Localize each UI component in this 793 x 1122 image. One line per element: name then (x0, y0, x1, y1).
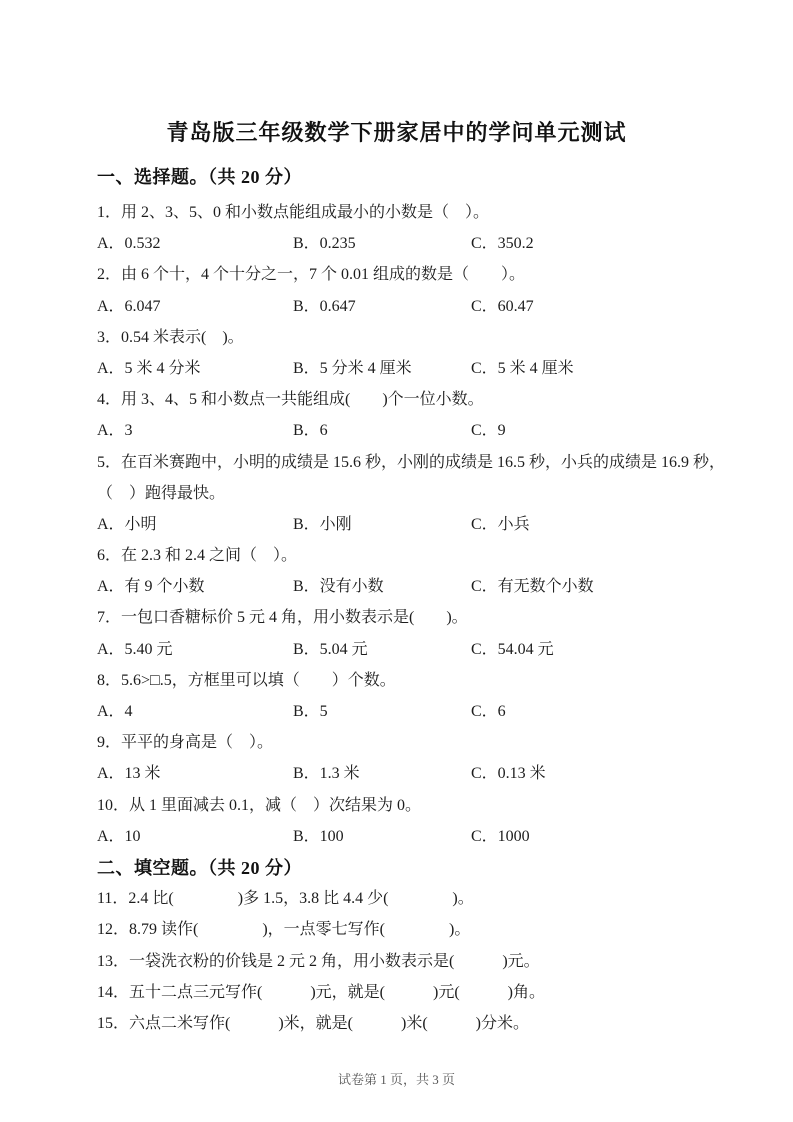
options-row (97, 823, 713, 854)
option-b: B．6 (293, 422, 328, 440)
option-b: B．0.647 (293, 297, 356, 315)
option-b: B．100 (293, 827, 344, 845)
option-c: C．350.2 (471, 235, 534, 253)
question-line: 14．五十二点三元写作( )元，就是( )元( )角。 (97, 983, 545, 1001)
option-c: C．9 (471, 422, 506, 440)
option-a: A．5 米 4 分米 (97, 359, 201, 377)
options-row (97, 417, 713, 448)
option-b: B．5.04 元 (293, 640, 368, 658)
options-row (97, 230, 713, 261)
sections (97, 163, 726, 1041)
option-b: B．没有小数 (293, 578, 384, 596)
option-c: C．5 米 4 厘米 (471, 359, 574, 377)
question-line: 3．0.54 米表示( )。 (97, 328, 244, 346)
option-c: C．0.13 米 (471, 765, 546, 783)
option-b: B．5 (293, 703, 328, 720)
question-line: 6．在 2.3 和 2.4 之间（ ）。 (97, 547, 298, 565)
question-line: 2．由 6 个十，4 个十分之一，7 个 0.01 组成的数是（ ）。 (97, 266, 526, 284)
option-a: A．6.047 (97, 297, 161, 315)
page-number-footer: 试卷第 1 页，共 3 页 (337, 1072, 455, 1087)
option-a: A．3 (97, 422, 133, 440)
question-line: 1．用 2、3、5、0 和小数点能组成最小的小数是（ ）。 (97, 204, 490, 221)
question-line: 15．六点二米写作( )米，就是( )米( )分米。 (97, 1014, 529, 1032)
options-row (97, 511, 713, 542)
option-b: B．0.235 (293, 235, 356, 253)
section-heading: 二、填空题。（共 20 分） (97, 857, 302, 878)
option-a: A．4 (97, 703, 133, 720)
question-line: 9．平平的身高是（ ）。 (97, 734, 274, 752)
options-row (97, 293, 713, 324)
question-line: （ ）跑得最快。 (97, 484, 226, 502)
option-a: A．5.40 元 (97, 640, 173, 658)
question-line: 13．一袋洗衣粉的价钱是 2 元 2 角，用小数表示是( )元。 (97, 952, 540, 970)
page-title: 青岛版三年级数学下册家居中的学问单元测试 (166, 120, 627, 145)
option-c: C．54.04 元 (471, 640, 554, 658)
question-line: 11．2.4 比( )多 1.5，3.8 比 4.4 少( )。 (97, 890, 474, 908)
options-row (97, 760, 713, 791)
option-b: B．1.3 米 (293, 765, 360, 783)
options-row (97, 573, 713, 604)
option-a: A．0.532 (97, 235, 161, 253)
options-row (97, 636, 713, 667)
question-line: 5．在百米赛跑中，小明的成绩是 15.6 秒，小刚的成绩是 16.5 秒，小兵的成绩是 16.9 秒， (97, 453, 726, 471)
option-a: A．小明 (97, 515, 157, 533)
section-heading: 一、选择题。（共 20 分） (97, 167, 302, 187)
question-line: 10．从 1 里面减去 0.1，减（ ）次结果为 0。 (97, 796, 422, 814)
option-c: C．6 (471, 703, 506, 720)
option-b: B．5 分米 4 厘米 (293, 359, 412, 377)
question-line: 12．8.79 读作( )，一点零七写作( )。 (97, 921, 471, 939)
option-c: C．小兵 (471, 515, 530, 533)
question-line: 8．5.6>□.5，方框里可以填（ ）个数。 (97, 671, 396, 689)
option-a: A．13 米 (97, 765, 161, 783)
option-a: A．有 9 个小数 (97, 578, 205, 596)
option-a: A．10 (97, 827, 141, 845)
option-c: C．1000 (471, 827, 530, 845)
question-line: 7．一包口香糖标价 5 元 4 角，用小数表示是( )。 (97, 609, 468, 627)
question-line: 4．用 3、4、5 和小数点一共能组成( )个一位小数。 (97, 391, 484, 409)
options-row (97, 355, 713, 386)
options-row (97, 698, 713, 729)
option-b: B．小刚 (293, 515, 352, 533)
option-c: C．有无数个小数 (471, 578, 594, 596)
option-c: C．60.47 (471, 297, 534, 315)
